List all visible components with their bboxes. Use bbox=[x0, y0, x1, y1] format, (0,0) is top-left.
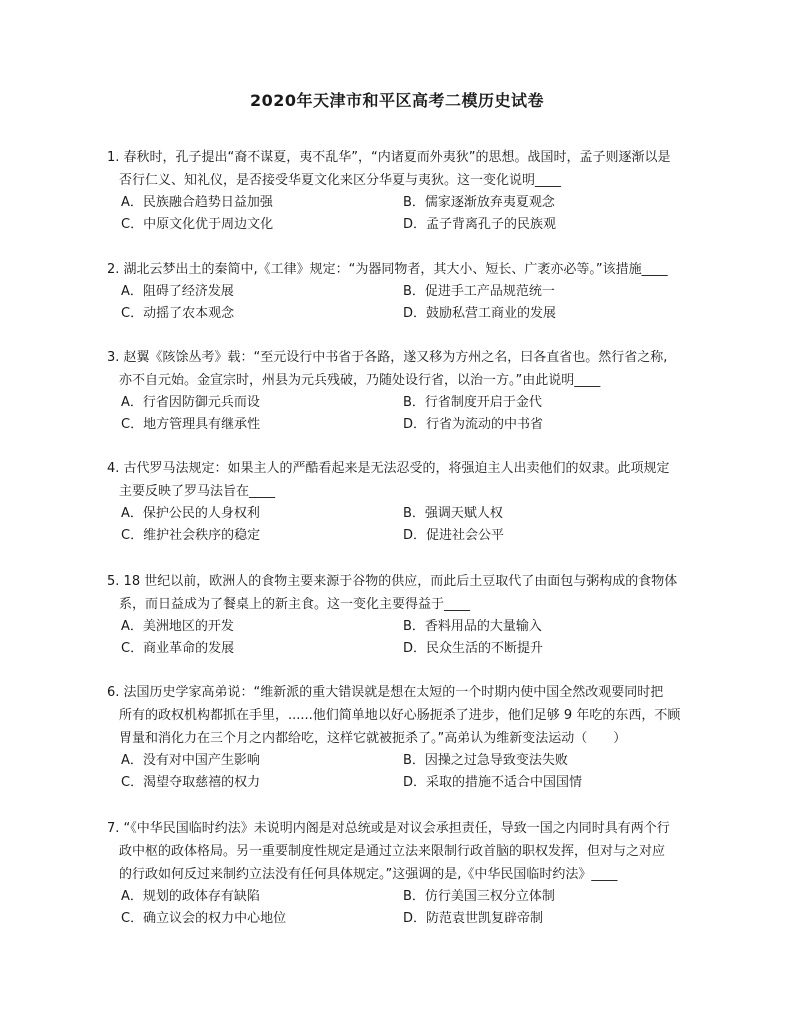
question-5 bbox=[107, 570, 707, 659]
option-d: D．鼓励私营工商业的发展 bbox=[403, 305, 557, 321]
question-number: 7. bbox=[107, 821, 124, 836]
option-b: B．行省制度开启于金代 bbox=[403, 395, 542, 410]
stem-text: 18 世纪以前，欧洲人的食物主要来源于谷物的供应，而此后土豆取代了由面包与粥构成的食物体 bbox=[123, 574, 678, 589]
answer-options bbox=[107, 503, 707, 546]
stem-line bbox=[107, 681, 707, 704]
exam-title: 2020年天津市和平区高考二模历史试卷 bbox=[249, 91, 545, 110]
stem-line: 亦不自元始。金宣宗时，州县为元兵残破，乃随处设行省，以治一方。”由此说明____ bbox=[119, 373, 601, 388]
option-b: B．强调天赋人权 bbox=[403, 506, 503, 521]
question-stem bbox=[107, 258, 707, 281]
answer-options bbox=[107, 192, 707, 235]
option-d: D．促进社会公平 bbox=[403, 527, 505, 543]
answer-options bbox=[107, 616, 707, 659]
stem-line bbox=[107, 258, 707, 281]
question-number: 5. bbox=[107, 574, 124, 589]
option-d: D．孟子背离孔子的民族观 bbox=[403, 216, 557, 232]
option-a: A．没有对中国产生影响 bbox=[121, 753, 260, 768]
question-number: 2. bbox=[107, 262, 124, 277]
option-d: D．采取的措施不适合中国国情 bbox=[403, 774, 583, 790]
option-c: C．确立议会的权力中心地位 bbox=[121, 910, 287, 926]
answer-options bbox=[107, 281, 707, 324]
stem-line: 所有的政权机构都抓在手里，......他们简单地以好心肠扼杀了进步，他们足够 9 年吃的东西，不顾 bbox=[119, 708, 681, 723]
option-c: C．商业革命的发展 bbox=[121, 640, 235, 656]
option-d: D．防范袁世凯复辟帝制 bbox=[403, 910, 544, 926]
question-number: 1. bbox=[107, 150, 124, 165]
stem-text: 法国历史学家高弟说：“维新派的重大错误就是想在太短的一个时期内使中国全然改观要同时把 bbox=[123, 685, 664, 700]
option-c: C．地方管理具有继承性 bbox=[121, 416, 261, 432]
question-stem bbox=[107, 681, 707, 750]
question-1 bbox=[107, 146, 707, 235]
question-4 bbox=[107, 457, 707, 546]
option-d: D．民众生活的不断提升 bbox=[403, 640, 544, 656]
stem-line bbox=[107, 570, 707, 593]
option-a: A．保护公民的人身权利 bbox=[121, 506, 260, 521]
answer-options bbox=[107, 392, 707, 435]
option-a: A．民族融合趋势日益加强 bbox=[121, 195, 273, 210]
option-b: B．儒家逐渐放弃夷夏观念 bbox=[403, 195, 555, 210]
option-d: D．行省为流动的中书省 bbox=[403, 416, 544, 432]
stem-line: 政中枢的政体格局。另一重要制度性规定是通过立法来限制行政首脑的职权发挥，但对与之对应 bbox=[119, 844, 666, 859]
question-stem bbox=[107, 817, 707, 886]
question-stem bbox=[107, 457, 707, 503]
option-c: C．维护社会秩序的稳定 bbox=[121, 527, 261, 543]
option-c: C．动摇了农本观念 bbox=[121, 305, 235, 321]
question-number: 6. bbox=[107, 685, 124, 700]
question-stem bbox=[107, 570, 707, 616]
stem-line: 系，而日益成为了餐桌上的新主食。这一变化主要得益于____ bbox=[119, 597, 471, 612]
stem-line bbox=[107, 457, 707, 480]
question-2 bbox=[107, 258, 707, 324]
stem-line bbox=[107, 146, 707, 169]
option-b: B．香料用品的大量输入 bbox=[403, 619, 542, 634]
question-6 bbox=[107, 681, 707, 793]
question-3 bbox=[107, 346, 707, 435]
option-c: C．渴望夺取慈禧的权力 bbox=[121, 774, 261, 790]
stem-line: 的行政如何反过来制约立法没有任何具体规定。”这强调的是,《中华民国临时约法》____ bbox=[119, 867, 618, 882]
question-7 bbox=[107, 817, 707, 929]
answer-options bbox=[107, 750, 707, 793]
option-a: A．规划的政体存有缺陷 bbox=[121, 889, 260, 904]
question-number: 3. bbox=[107, 350, 124, 365]
question-stem bbox=[107, 346, 707, 392]
option-b: B．仿行美国三权分立体制 bbox=[403, 889, 555, 904]
stem-line: 否行仁义、知礼仪，是否接受华夏文化来区分华夏与夷狄。这一变化说明____ bbox=[119, 173, 562, 188]
stem-text: 湖北云梦出土的秦简中,《工律》规定：“为器同物者，其大小、短长、广袤亦必等。”该措施____ bbox=[123, 262, 668, 277]
option-a: A．行省因防御元兵而设 bbox=[121, 395, 260, 410]
stem-line: 主要反映了罗马法旨在____ bbox=[119, 484, 276, 499]
stem-line bbox=[107, 817, 707, 840]
option-a: A．美洲地区的开发 bbox=[121, 619, 234, 634]
stem-text: 古代罗马法规定：如果主人的严酷看起来是无法忍受的，将强迫主人出卖他们的奴隶。此项规定 bbox=[123, 461, 670, 476]
stem-text: “《中华民国临时约法》未说明内阁是对总统或是对议会承担责任，导致一国之内同时具有两个行 bbox=[123, 821, 670, 836]
stem-text: 赵翼《陔馀丛考》载：“至元设行中书省于各路，遂又移为方州之名，曰各直省也。然行省之称, bbox=[123, 350, 668, 365]
question-stem bbox=[107, 146, 707, 192]
option-c: C．中原文化优于周边文化 bbox=[121, 216, 274, 232]
answer-options bbox=[107, 886, 707, 929]
question-number: 4. bbox=[107, 461, 124, 476]
stem-line bbox=[107, 346, 707, 369]
stem-line: 胃量和消化力在三个月之内都给吃，这样它就被扼杀了。”高弟认为维新变法运动（ ） bbox=[119, 731, 627, 746]
option-a: A．阻碍了经济发展 bbox=[121, 284, 234, 299]
option-b: B．促进手工产品规范统一 bbox=[403, 284, 555, 299]
stem-text: 春秋时，孔子提出“裔不谋夏，夷不乱华”，“内诸夏而外夷狄”的思想。战国时，孟子则逐渐以是 bbox=[123, 150, 671, 165]
option-b: B．因操之过急导致变法失败 bbox=[403, 753, 568, 768]
